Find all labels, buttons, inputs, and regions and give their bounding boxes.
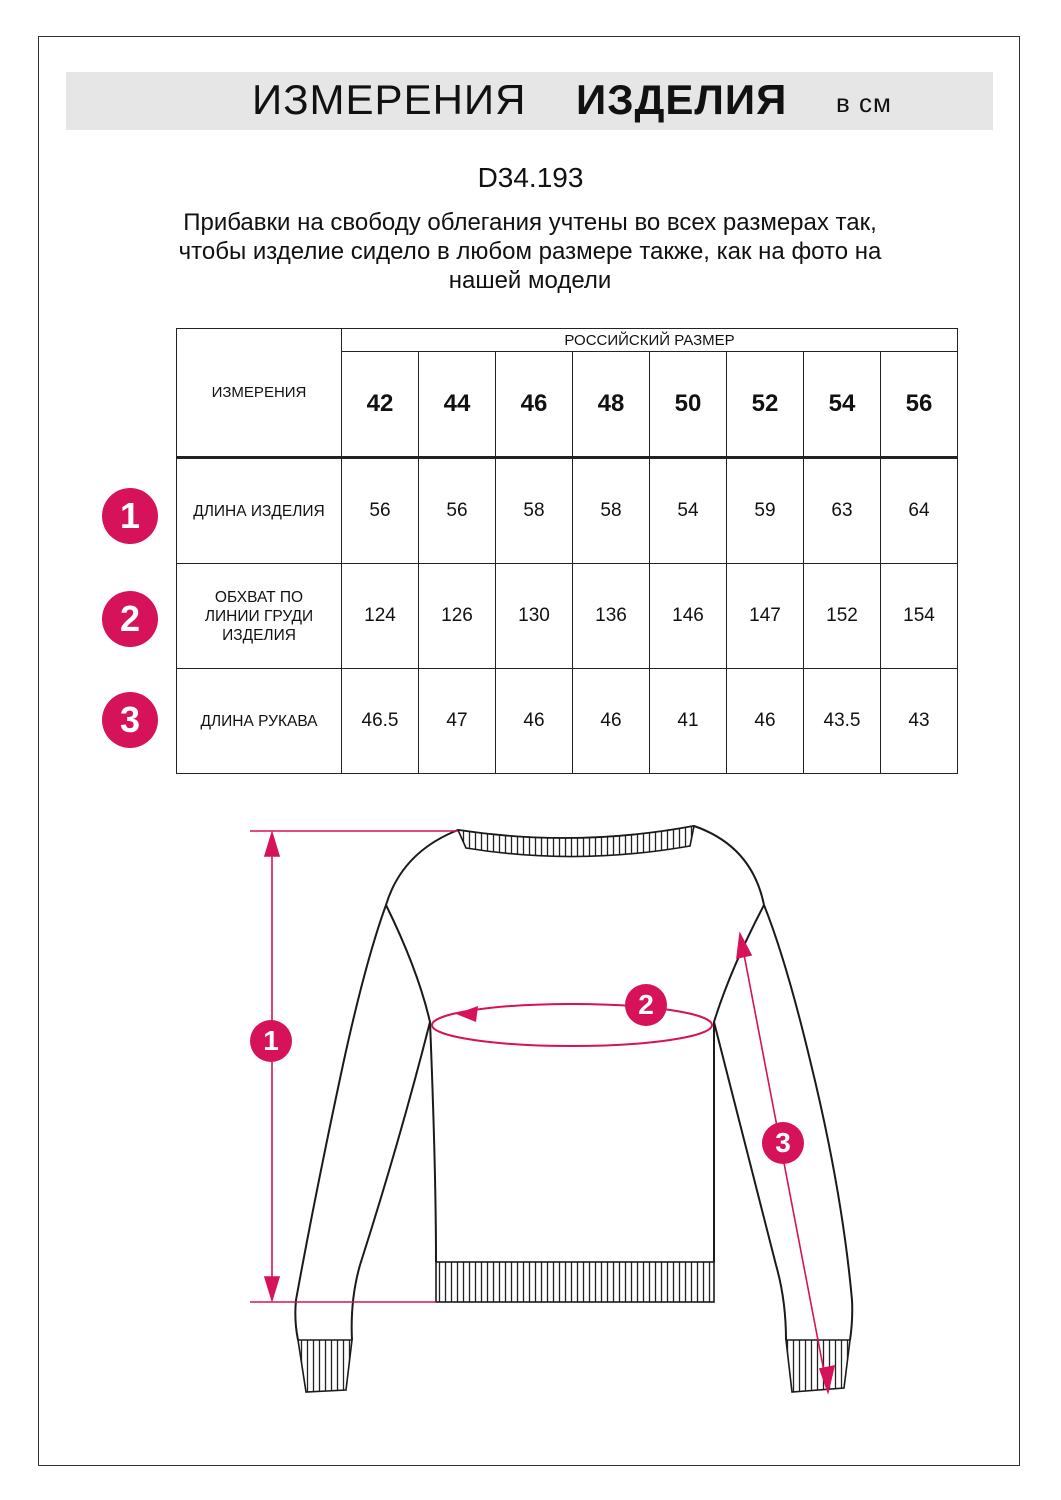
measure-length-lines [250,831,458,1302]
size-header: 46 [496,352,573,458]
row-marker-badge: 2 [102,591,158,647]
size-header: 56 [881,352,958,458]
table-cell: 64 [881,458,958,564]
table-cell: 126 [419,564,496,669]
table-cell: 43 [881,669,958,774]
row-label-line: ОБХВАТ ПО [214,588,304,606]
article-number: D34.193 [477,162,584,193]
size-group-header: РОССИЙСКИЙ РАЗМЕР [342,329,958,352]
row-label-line: ИЗДЕЛИЯ [222,626,296,644]
diagram-marker-length: 1 [250,1020,292,1062]
size-header: 44 [419,352,496,458]
table-cell: 146 [650,564,727,669]
row-marker-badge: 1 [102,488,158,544]
measure-chest-ellipse [432,1004,712,1046]
table-cell: 58 [573,458,650,564]
table-cell: 46 [727,669,804,774]
diagram-marker-sleeve: 3 [762,1122,804,1164]
right-cuff-rib [786,1340,850,1392]
table-cell: 154 [881,564,958,669]
table-cell: 54 [650,458,727,564]
row-marker-badge: 3 [102,692,158,748]
row-label-line: ЛИНИИ ГРУДИ [204,607,314,625]
left-cuff-rib [298,1340,352,1392]
table-cell: 47 [419,669,496,774]
table-cell: 41 [650,669,727,774]
table-cell: 46 [573,669,650,774]
table-cell: 136 [573,564,650,669]
header-title-light: ИЗМЕРЕНИЯ [252,76,527,123]
hem-rib [436,1262,714,1302]
size-header: 48 [573,352,650,458]
row-label-line: ДЛИНА РУКАВА [200,712,318,730]
size-header: 42 [342,352,419,458]
table-cell: 63 [804,458,881,564]
fit-note-line: чтобы изделие сидело в любом размере также, как на фото на [178,238,882,265]
table-cell: 152 [804,564,881,669]
header-unit: в см [836,88,892,118]
fit-note-line: нашей модели [448,267,612,294]
table-cell: 59 [727,458,804,564]
table-cell: 43.5 [804,669,881,774]
neck-rib [458,826,694,857]
measure-header: ИЗМЕРЕНИЯ [177,329,342,458]
table-cell: 58 [496,458,573,564]
row-label-line: ДЛИНА ИЗДЕЛИЯ [193,502,325,520]
table-cell: 46.5 [342,669,419,774]
diagram-marker-chest: 2 [625,984,667,1026]
table-cell: 56 [342,458,419,564]
table-cell: 46 [496,669,573,774]
table-cell: 56 [419,458,496,564]
size-header: 52 [727,352,804,458]
header-title-bold: ИЗДЕЛИЯ [576,76,788,123]
table-cell: 130 [496,564,573,669]
table-cell: 147 [727,564,804,669]
table-cell: 124 [342,564,419,669]
size-header: 50 [650,352,727,458]
fit-note-line: Прибавки на свободу облегания учтены во всех размерах так, [183,209,877,236]
size-header: 54 [804,352,881,458]
